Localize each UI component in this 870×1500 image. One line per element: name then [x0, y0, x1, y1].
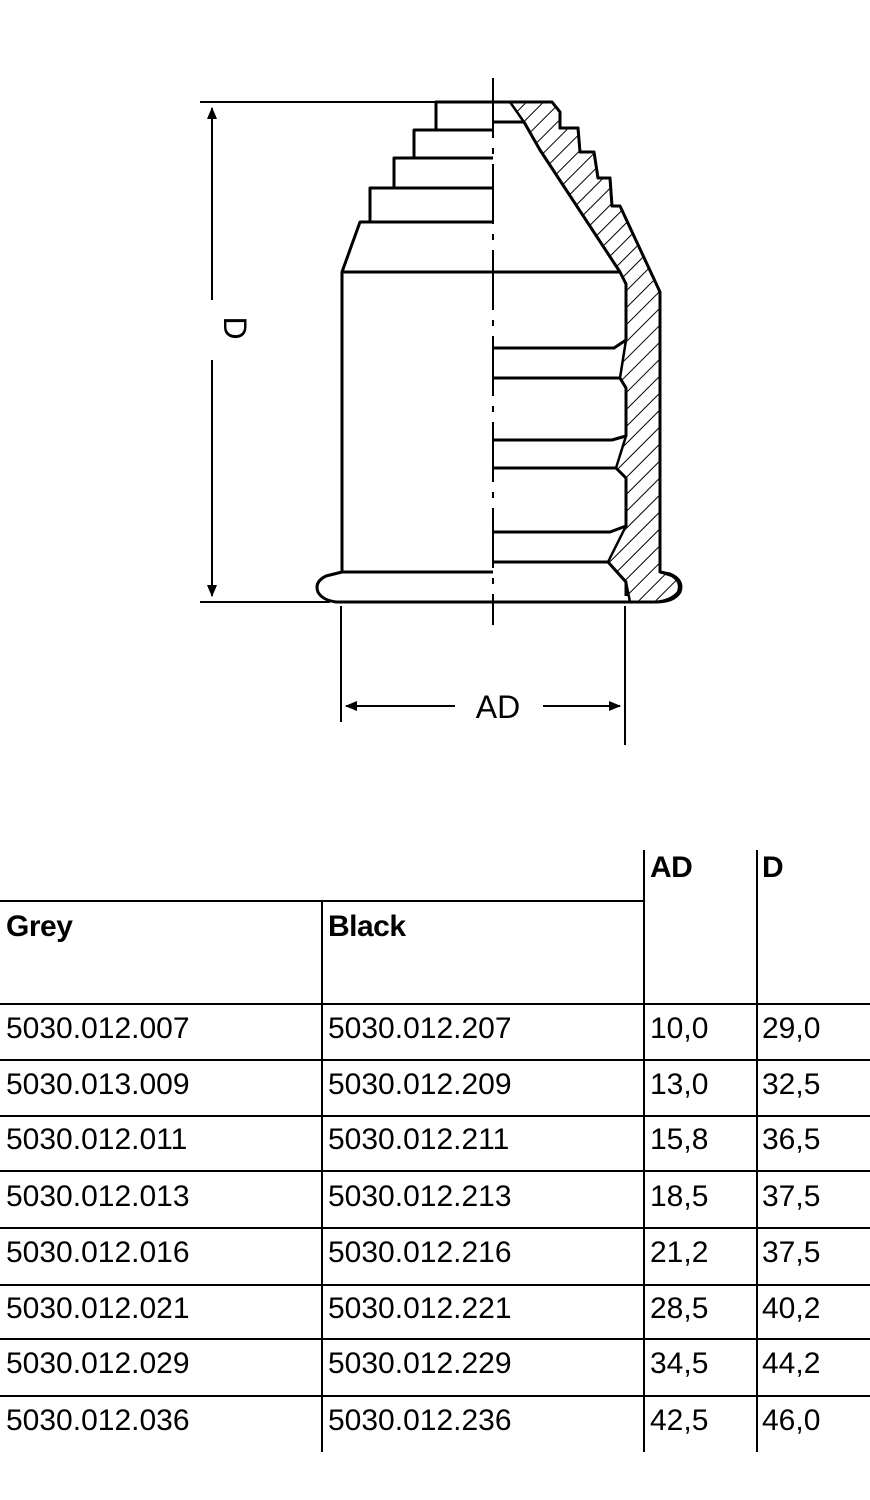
section-hatching — [510, 102, 679, 602]
cell-ad: 18,5 — [650, 1180, 709, 1213]
cell-grey: 5030.012.036 — [6, 1404, 190, 1437]
cell-d: 36,5 — [762, 1123, 821, 1156]
cell-black: 5030.012.221 — [328, 1292, 512, 1325]
cell-grey: 5030.012.021 — [6, 1292, 190, 1325]
cell-black: 5030.012.211 — [328, 1123, 510, 1156]
table-rule — [0, 1170, 870, 1172]
cell-black: 5030.012.216 — [328, 1236, 512, 1269]
table-rule — [0, 1227, 870, 1229]
header-ad: AD — [650, 851, 693, 884]
dimension-label-ad: AD — [475, 689, 521, 725]
table-rule — [0, 1115, 870, 1117]
cell-grey: 5030.013.009 — [6, 1068, 190, 1101]
cell-d: 32,5 — [762, 1068, 821, 1101]
table-rule — [0, 1003, 870, 1005]
cell-d: 37,5 — [762, 1180, 821, 1213]
cell-d: 44,2 — [762, 1347, 821, 1380]
dimension-label-d: D — [217, 316, 253, 340]
cell-d: 29,0 — [762, 1012, 821, 1045]
table-rule — [0, 1338, 870, 1340]
cell-ad: 10,0 — [650, 1012, 709, 1045]
cell-d: 37,5 — [762, 1236, 821, 1269]
cell-grey: 5030.012.016 — [6, 1236, 190, 1269]
header-d: D — [762, 851, 784, 884]
cell-grey: 5030.012.011 — [6, 1123, 188, 1156]
table-rule — [0, 1059, 870, 1061]
table-rule — [0, 1395, 870, 1397]
cell-black: 5030.012.207 — [328, 1012, 512, 1045]
cell-ad: 13,0 — [650, 1068, 709, 1101]
cell-black: 5030.012.236 — [328, 1404, 512, 1437]
height-dimension — [200, 102, 493, 602]
cell-ad: 15,8 — [650, 1123, 709, 1156]
cell-ad: 28,5 — [650, 1292, 709, 1325]
cell-ad: 34,5 — [650, 1347, 709, 1380]
cell-grey: 5030.012.007 — [6, 1012, 190, 1045]
cell-grey: 5030.012.013 — [6, 1180, 190, 1213]
table-column-rule — [756, 850, 758, 1452]
cell-grey: 5030.012.029 — [6, 1347, 190, 1380]
cell-black: 5030.012.229 — [328, 1347, 512, 1380]
cell-black: 5030.012.213 — [328, 1180, 512, 1213]
cell-d: 40,2 — [762, 1292, 821, 1325]
table-column-rule — [643, 850, 645, 1452]
table-column-rule — [321, 900, 323, 1452]
cell-ad: 42,5 — [650, 1404, 709, 1437]
header-black: Black — [328, 910, 406, 943]
header-grey: Grey — [6, 910, 73, 943]
cell-ad: 21,2 — [650, 1236, 709, 1269]
cell-d: 46,0 — [762, 1404, 821, 1437]
cell-black: 5030.012.209 — [328, 1068, 512, 1101]
table-rule — [0, 1284, 870, 1286]
